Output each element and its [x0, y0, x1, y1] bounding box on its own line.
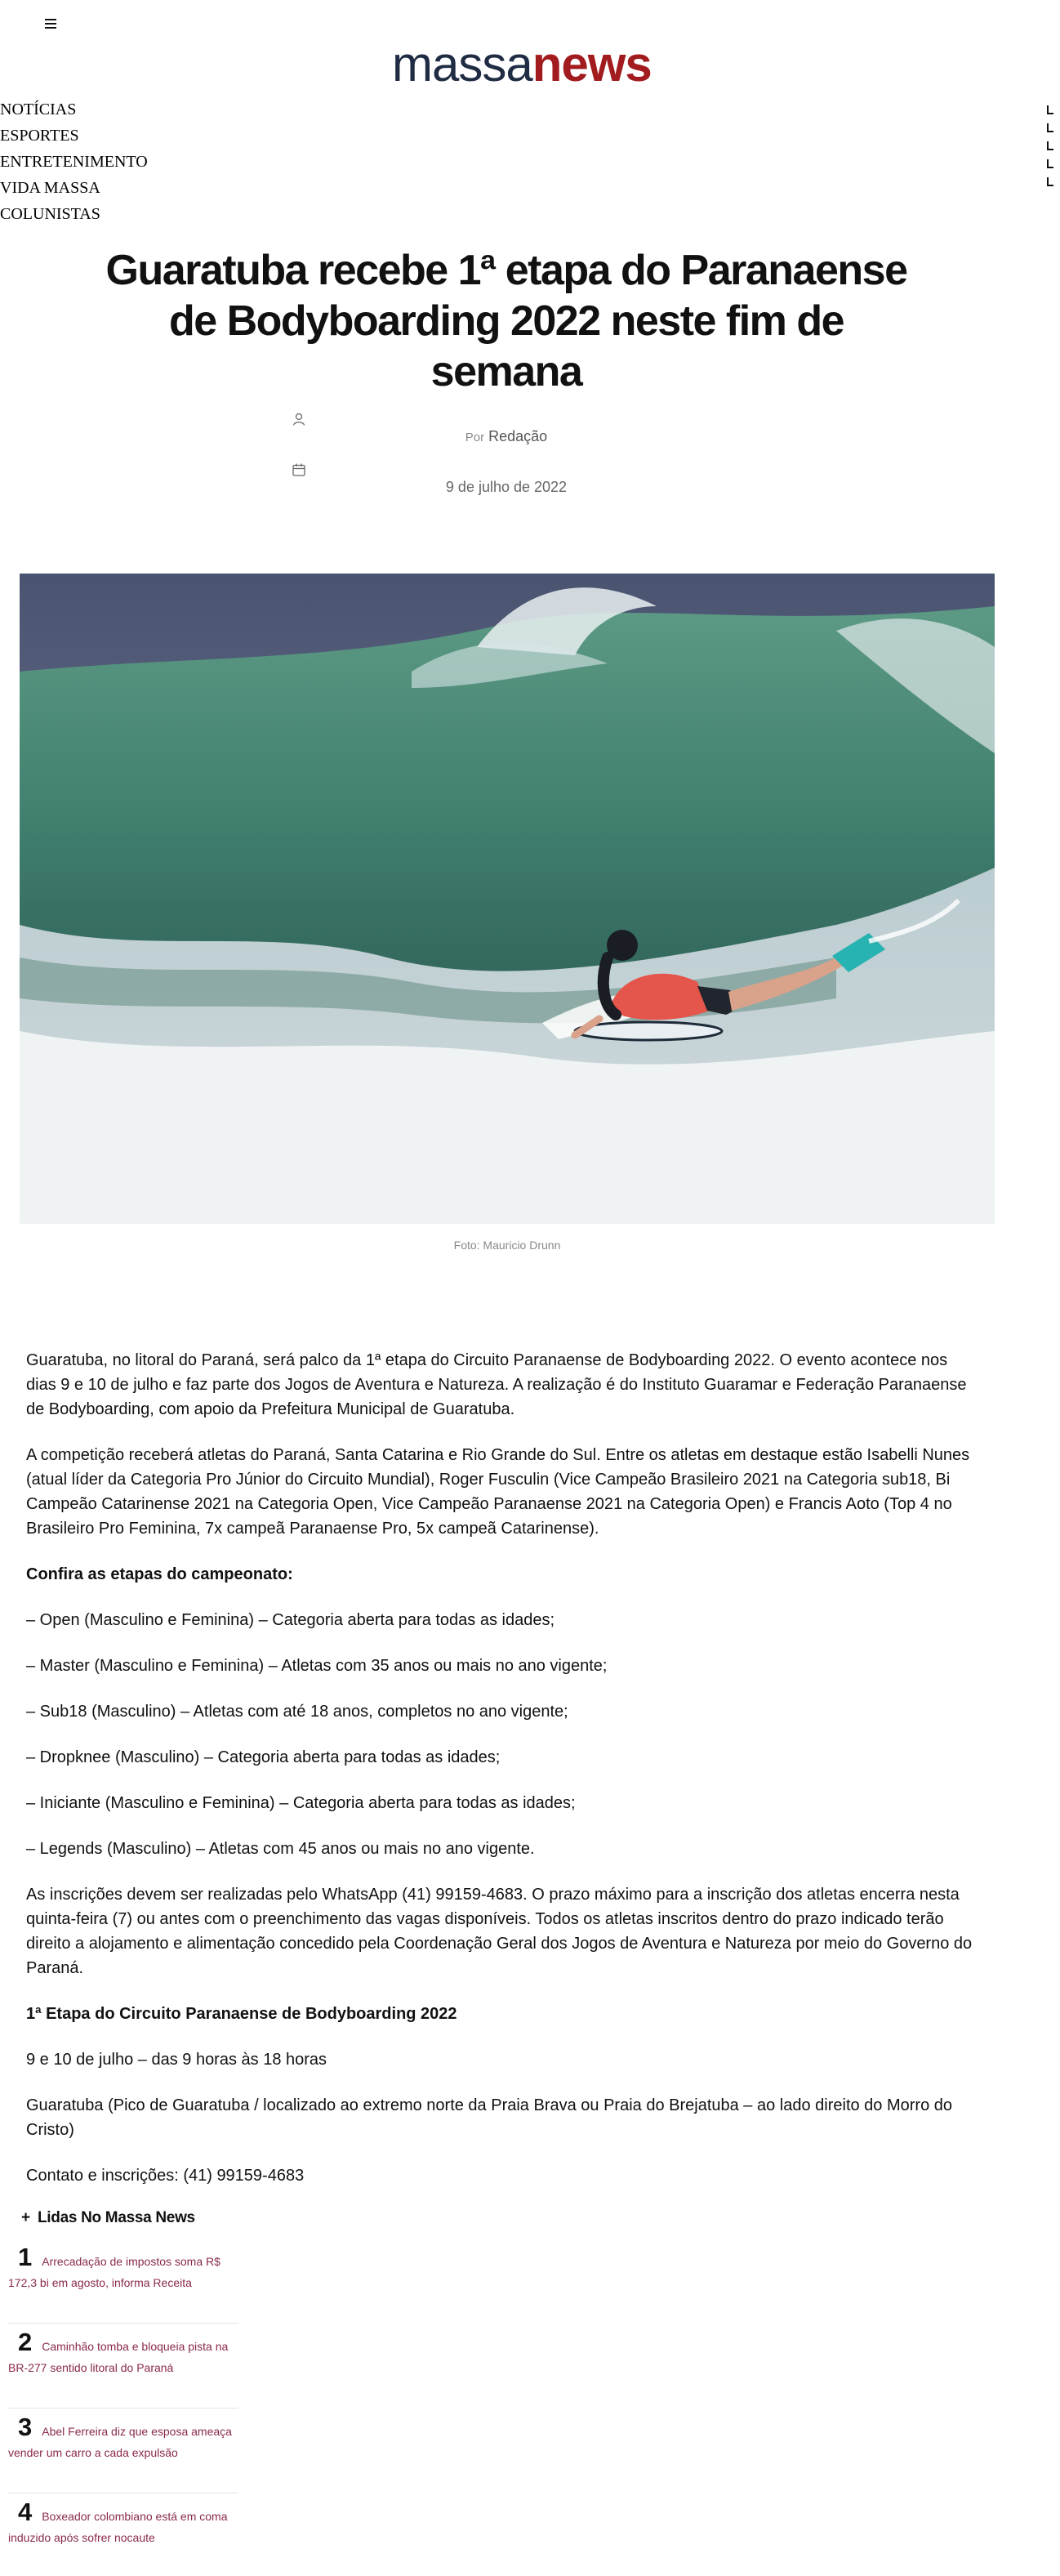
- article-paragraph: As inscrições devem ser realizadas pelo WhatsApp (41) 99159-4683. O prazo máximo para a inscrição dos atletas encerra nesta quinta-feira (7) ou antes com o preenchimento das vagas disponíveis. Todos os atletas inscritos dentro do prazo indicado terão direito a alojamento e alimentação concedido pela Coordenação Geral dos Jogos de Aventura e Natureza por meio do Governo do Paraná.: [26, 1886, 973, 1977]
- hamburger-icon-line: [45, 27, 56, 29]
- hamburger-icon-line: [45, 23, 56, 25]
- article-list-item: – Iniciante (Masculino e Feminina) – Categoria aberta para todas as idades;: [26, 1794, 576, 1812]
- bodyboarder-wave-photo: [20, 574, 995, 1224]
- most-read-link[interactable]: Arrecadação de impostos soma R$ 172,3 bi em agosto, informa Receita: [8, 2255, 220, 2289]
- user-icon: [292, 412, 306, 426]
- most-read-rank: 4: [18, 2498, 33, 2526]
- article-paragraph: Guaratuba (Pico de Guaratuba / localizado ao extremo norte da Praia Brava ou Praia do Brejatuba – ao lado direito do Morro do Cristo): [26, 2096, 953, 2139]
- article-paragraph: Contato e inscrições: (41) 99159-4683: [26, 2167, 305, 2185]
- most-read-rank: 2: [18, 2328, 33, 2356]
- most-read-rank: 3: [18, 2413, 33, 2441]
- most-read-item: [8, 2324, 238, 2409]
- nav-item-esportes[interactable]: ESPORTES: [0, 127, 79, 145]
- main-nav: [0, 96, 245, 227]
- nav-item-noticias[interactable]: NOTÍCIAS: [0, 100, 77, 118]
- article-subheading: Confira as etapas do campeonato:: [26, 1565, 293, 1583]
- article-hero-image: [20, 574, 995, 1224]
- article-body: [26, 1348, 982, 2209]
- article-list-item: – Open (Masculino e Feminina) – Categoria aberta para todas as idades;: [26, 1611, 555, 1629]
- most-read-item: [8, 2239, 238, 2324]
- article-subheading: 1ª Etapa do Circuito Paranaense de Bodyboarding 2022: [26, 2005, 457, 2023]
- article-date: 9 de julho de 2022: [445, 479, 568, 495]
- menu-button[interactable]: [42, 16, 59, 31]
- article-author: [310, 428, 702, 445]
- nav-item-colunistas[interactable]: COLUNISTAS: [0, 205, 100, 223]
- article-paragraph: Guaratuba, no litoral do Paraná, será palco da 1ª etapa do Circuito Paranaense de Bodyboarding 2022. O evento acontece nos dias 9 e 10 de julho e faz parte dos Jogos de Aventura e Natureza. A realização é do Instituto Guaramar e Federação Paranaense de Bodyboarding, com apoio da Prefeitura Municipal de Guaratuba.: [26, 1351, 967, 1418]
- hamburger-icon: [45, 19, 56, 20]
- corner-arrow-icon[interactable]: [1047, 141, 1053, 150]
- image-caption: Foto: Mauricio Drunn: [453, 1239, 561, 1252]
- most-read-heading: [21, 2209, 266, 2227]
- nav-item-vida-massa[interactable]: VIDA MASSA: [0, 179, 100, 197]
- nav-expand-toggles: [1047, 96, 1058, 194]
- nav-item-entretenimento[interactable]: ENTRETENIMENTO: [0, 153, 148, 171]
- most-read-link[interactable]: Caminhão tomba e bloqueia pista na BR-277 sentido litoral do Paraná: [8, 2340, 229, 2374]
- plus-icon: +: [21, 2209, 30, 2226]
- most-read-list: [8, 2239, 238, 2576]
- most-read-title: Lidas No Massa News: [38, 2209, 195, 2226]
- most-read-link[interactable]: Abel Ferreira diz que esposa ameaça vender um carro a cada expulsão: [8, 2425, 232, 2459]
- corner-arrow-icon[interactable]: [1047, 177, 1053, 186]
- corner-arrow-icon[interactable]: [1047, 105, 1053, 114]
- most-read-link[interactable]: Boxeador colombiano está em coma induzido após sofrer nocaute: [8, 2510, 228, 2544]
- author-link[interactable]: Redação: [488, 428, 548, 444]
- site-logo[interactable]: [392, 39, 702, 90]
- most-read-item: [8, 2493, 238, 2576]
- calendar-icon: [292, 462, 306, 477]
- article-list-item: – Master (Masculino e Feminina) – Atletas com 35 anos ou mais no ano vigente;: [26, 1657, 608, 1675]
- logo-text-massa: massa: [392, 37, 532, 92]
- article-title: Guaratuba recebe 1ª etapa do Paranaense de Bodyboarding 2022 neste fim de semana: [105, 247, 907, 395]
- corner-arrow-icon[interactable]: [1047, 123, 1053, 132]
- article-paragraph: A competição receberá atletas do Paraná, Santa Catarina e Rio Grande do Sul. Entre os atletas em destaque estão Isabelli Nunes (atual líder da Categoria Pro Júnior do Circuito Mundial), Roger Fusculin (Vice Campeão Brasileiro 2021 na Categoria sub18, Bi Campeão Catarinense 2021 na Categoria Open, Vice Campeão Paranaense 2021 na Categoria Open) e Francis Aoto (Top 4 no Brasileiro Pro Feminina, 7x campeã Paranaense Pro, 5x campeã Catarinense).: [26, 1446, 970, 1538]
- article-list-item: – Dropknee (Masculino) – Categoria aberta para todas as idades;: [26, 1748, 501, 1766]
- author-prefix: Por: [465, 431, 485, 444]
- most-read-item: [8, 2409, 238, 2493]
- corner-arrow-icon[interactable]: [1047, 159, 1053, 168]
- article-list-item: – Sub18 (Masculino) – Atletas com até 18 anos, completos no ano vigente;: [26, 1703, 568, 1721]
- most-read-rank: 1: [18, 2243, 33, 2271]
- article-list-item: – Legends (Masculino) – Atletas com 45 anos ou mais no ano vigente.: [26, 1840, 535, 1858]
- article-paragraph: 9 e 10 de julho – das 9 horas às 18 horas: [26, 2051, 327, 2069]
- logo-text-news: news: [532, 37, 652, 92]
